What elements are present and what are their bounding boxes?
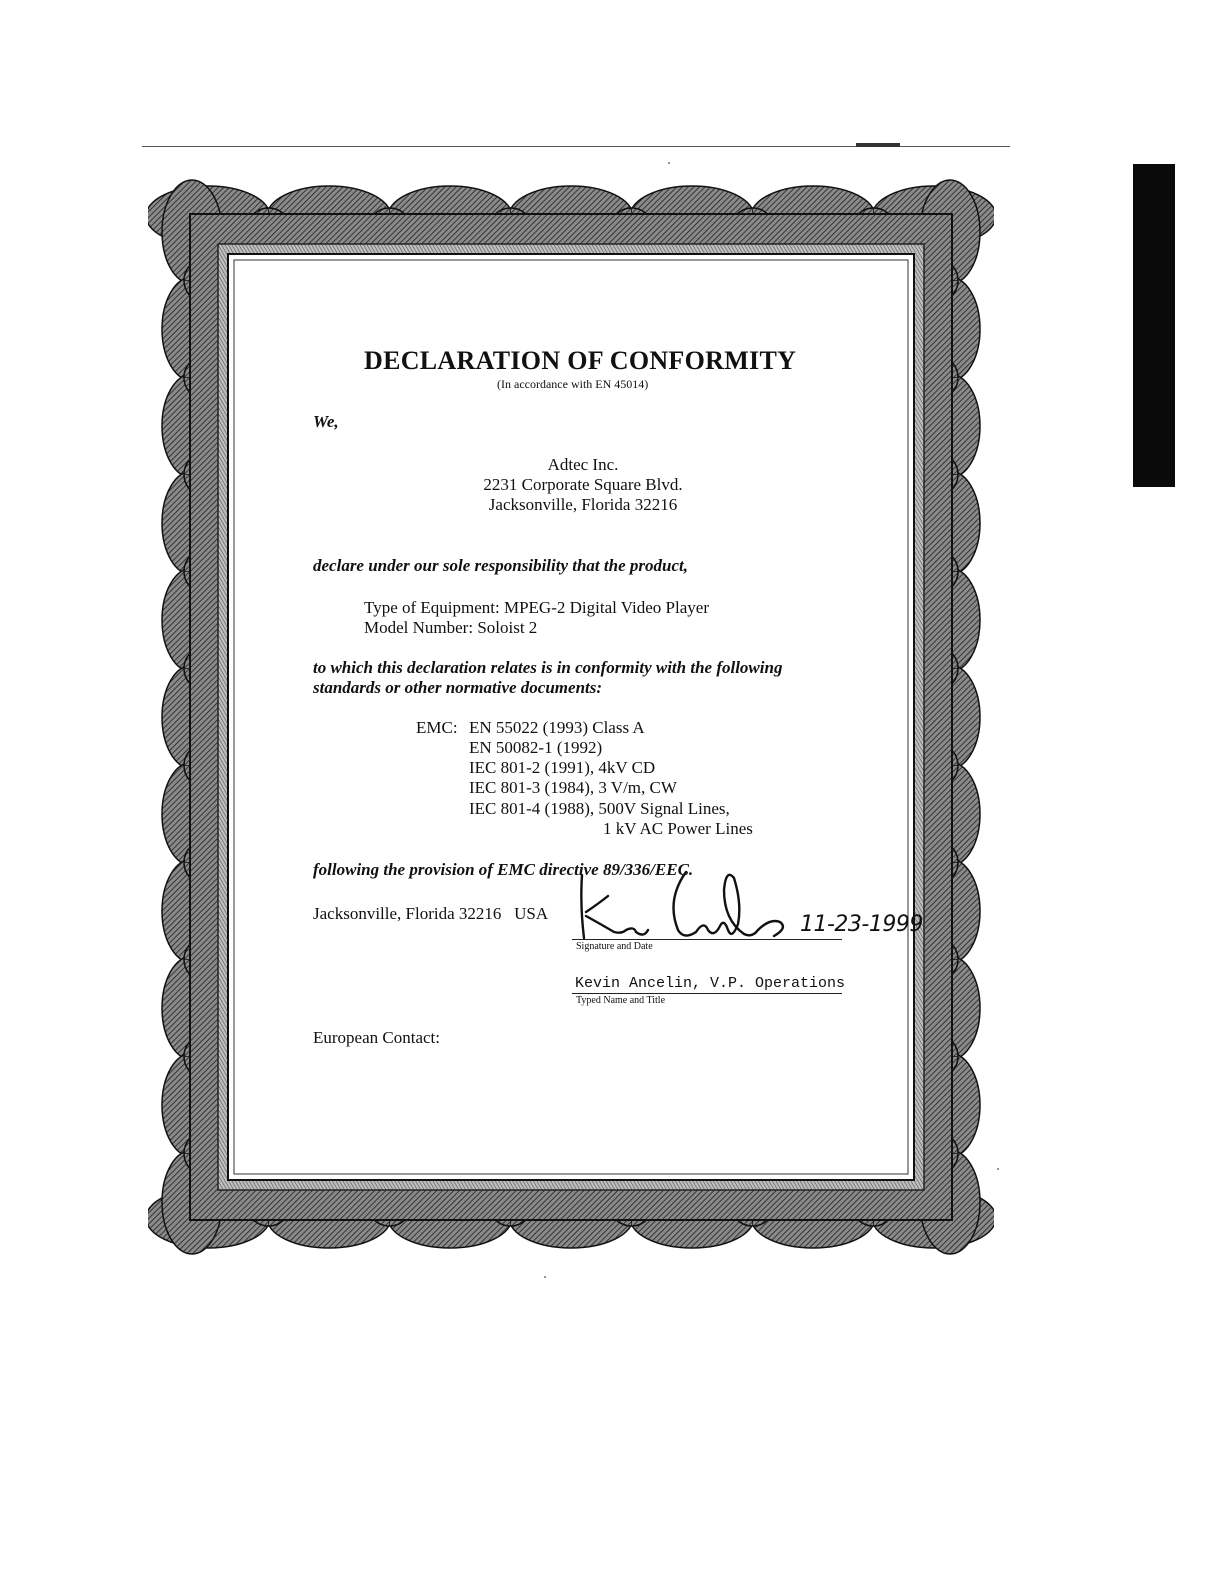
standard-item: IEC 801-4 (1988), 500V Signal Lines, — [469, 799, 730, 818]
emc-label: EMC: — [416, 718, 458, 737]
we-label: We, — [313, 412, 339, 431]
typed-name-line — [572, 993, 842, 994]
signature-caption: Signature and Date — [576, 941, 653, 952]
place-of-issue: Jacksonville, Florida 32216 USA — [313, 904, 549, 923]
standard-item: EN 50082-1 (1992) — [469, 738, 603, 757]
equipment-type: Type of Equipment: MPEG-2 Digital Video Player — [364, 598, 709, 617]
document-title: DECLARATION OF CONFORMITY — [364, 346, 797, 375]
declare-statement: declare under our sole responsibility that the product, — [313, 556, 688, 575]
standard-item: IEC 801-3 (1984), 3 V/m, CW — [469, 778, 677, 797]
conformity-line-2: standards or other normative documents: — [313, 678, 603, 697]
standard-continuation: 1 kV AC Power Lines — [603, 819, 753, 838]
typed-name: Kevin Ancelin, V.P. Operations — [575, 975, 846, 992]
standard-item: IEC 801-2 (1991), 4kV CD — [469, 758, 656, 777]
typed-name-caption: Typed Name and Title — [576, 995, 666, 1006]
company-city: Jacksonville, Florida 32216 — [488, 495, 678, 514]
european-contact: European Contact: — [313, 1028, 440, 1047]
conformity-line-1: to which this declaration relates is in conformity with the following — [313, 658, 783, 677]
standard-item: EN 55022 (1993) Class A — [469, 718, 645, 737]
company-name: Adtec Inc. — [547, 455, 619, 474]
model-number: Model Number: Soloist 2 — [364, 618, 538, 637]
document-subtitle: (In accordance with EN 45014) — [497, 377, 649, 391]
signature-date: 11-23-1999 — [800, 912, 923, 937]
directive-statement: following the provision of EMC directive 89/336/EEC. — [313, 860, 694, 879]
signature-line — [572, 939, 842, 940]
company-street: 2231 Corporate Square Blvd. — [483, 475, 683, 494]
